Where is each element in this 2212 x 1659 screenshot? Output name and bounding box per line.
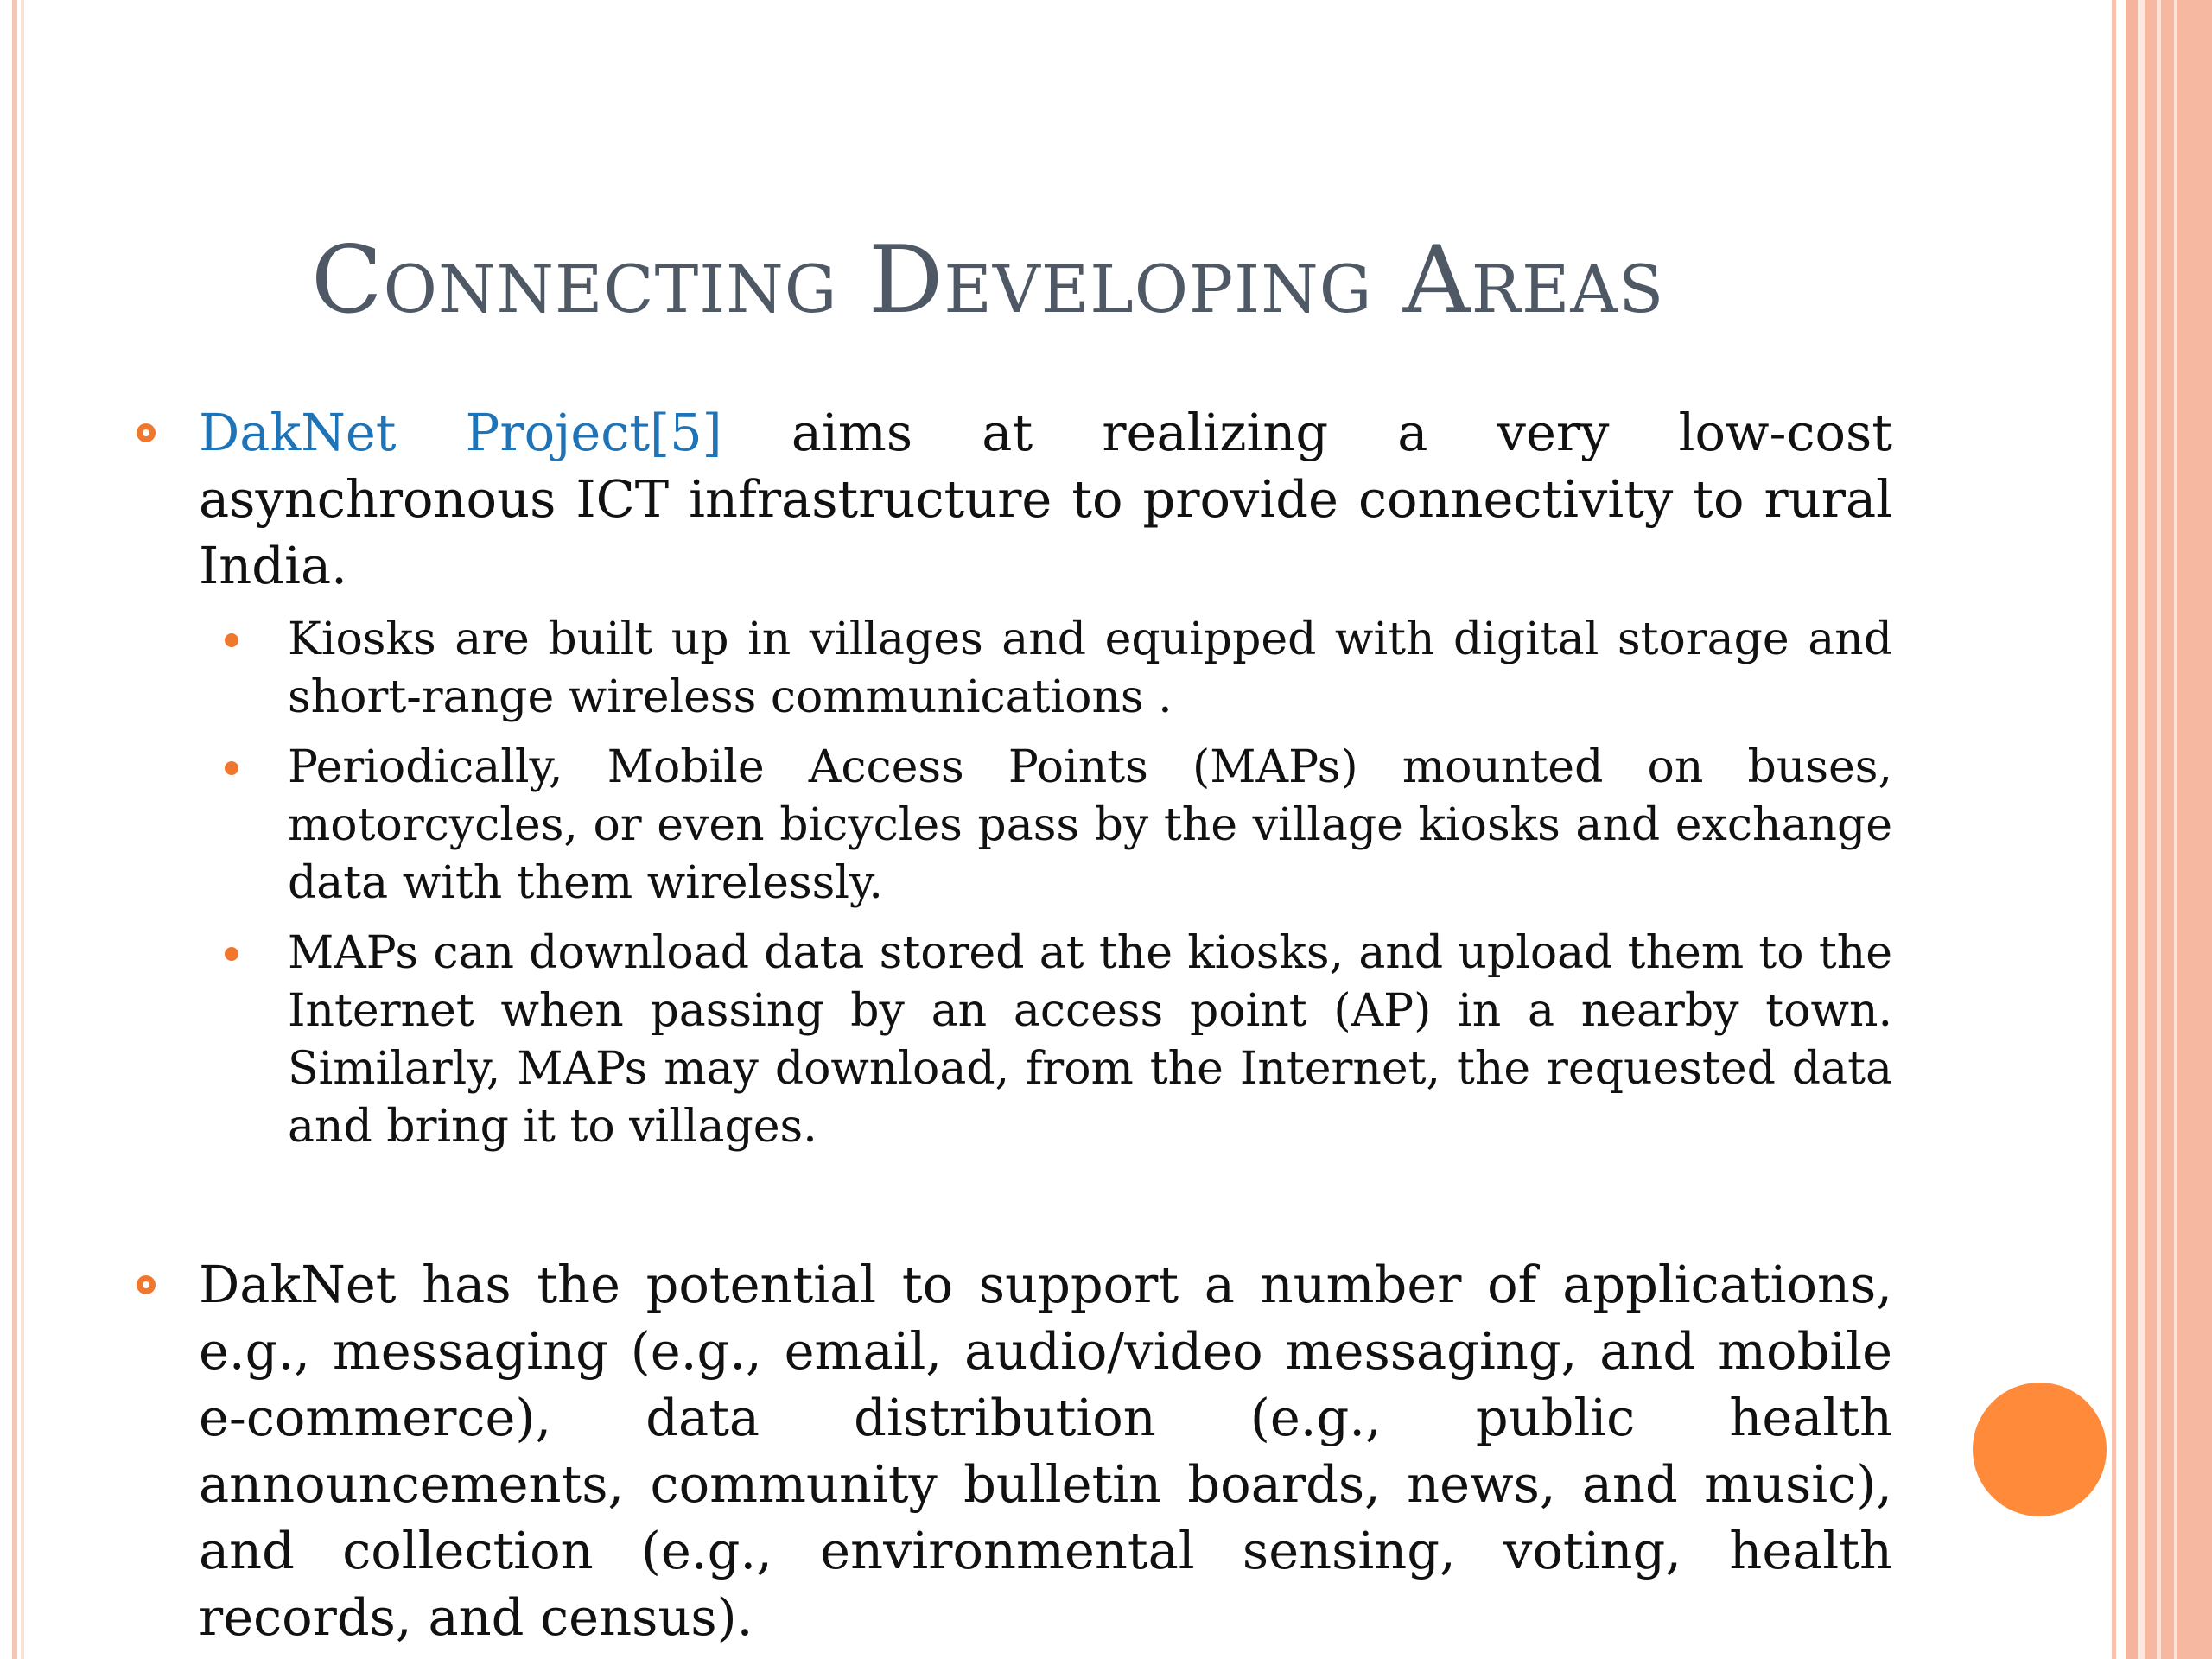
sub-bullet-text: Kiosks are built up in villages and equipped with digital storage and short-range wireless communications . [288,613,1892,723]
right-border-stripe [2174,0,2177,1659]
right-border-stripe [2138,0,2145,1659]
right-border-band [2145,0,2212,1659]
sub-bullet-text: MAPs can download data stored at the kiosks, and upload them to the Internet when passing by an access point (AP) in a nearby town. Similarly, MAPs may download, from the Internet, the requested data and bring it to villages. [288,927,1892,1153]
sub-bullet-list [130,611,1892,1156]
sub-bullet-kiosks [130,611,1892,727]
right-border-stripe [2112,0,2116,1659]
sub-bullet-maps-download [130,925,1892,1156]
left-border-decoration-inner [21,0,24,1659]
sub-bullet-text: Periodically, Mobile Access Points (MAPs) mounted on buses, motorcycles, or even bicycles pass by the village kiosks and exchange data with them wirelessly. [288,741,1892,909]
right-border-stripe [2126,0,2138,1659]
spacer [130,1168,1892,1251]
bullet-text: DakNet has the potential to support a number of applications, e.g., messaging (e.g., email, audio/video messaging, and mobile e-commerce), data distribution (e.g., public health announcements, community bulletin boards, news, and music), and collection (e.g., environmental sensing, voting, health records, and census). [199,1255,1892,1647]
dot-bullet-icon [225,761,238,775]
right-border-stripe [2157,0,2161,1659]
ring-bullet-icon [137,1275,156,1294]
orange-circle-decoration [1973,1382,2107,1516]
bullet-text: aims at realizing a very low-cost asynchronous ICT infrastructure to provide connectivity to rural India. [199,403,1892,595]
sub-bullet-maps-mounted [130,739,1892,912]
bullet-daknet-project [130,399,1892,599]
ring-bullet-icon [137,423,156,442]
daknet-project-link[interactable]: DakNet Project[5] [199,403,722,462]
slide-title: Connecting Developing Areas [311,226,1665,334]
bullet-daknet-applications [130,1251,1892,1650]
dot-bullet-icon [225,947,238,961]
left-border-decoration [12,0,17,1659]
slide-content [130,399,1892,1650]
dot-bullet-icon [225,633,238,647]
